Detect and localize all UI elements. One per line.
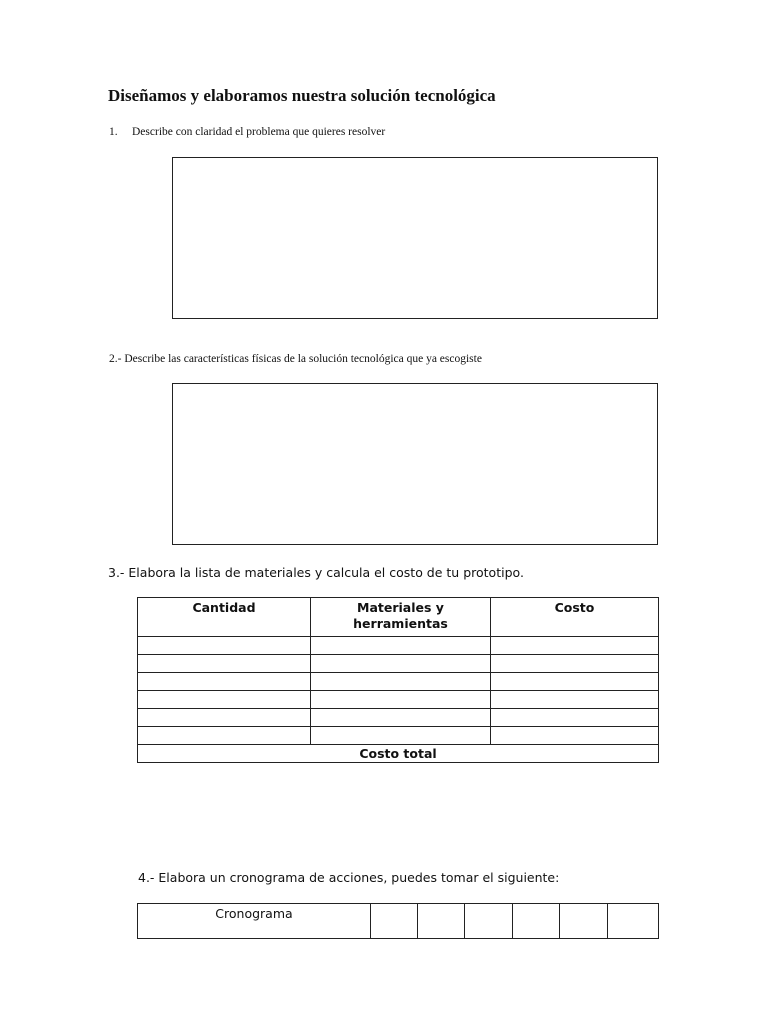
header-materiales: Materiales y herramientas [311,598,491,637]
question-3-text: 3.- Elabora la lista de materiales y calcula el costo de tu prototipo. [108,565,524,580]
question-1-text: Describe con claridad el problema que quieres resolver [132,126,386,138]
costo-cell[interactable] [491,655,659,673]
materiales-cell[interactable] [311,727,491,745]
table-row [138,727,659,745]
costo-cell[interactable] [491,709,659,727]
question-1-number: 1. [109,126,118,138]
cantidad-cell[interactable] [138,655,311,673]
page-title: Diseñamos y elaboramos nuestra solución tecnológica [108,86,496,105]
schedule-cell[interactable] [560,904,608,939]
table-row [138,691,659,709]
materials-table-header [138,598,659,637]
costo-cell[interactable] [491,727,659,745]
schedule-cell[interactable] [513,904,560,939]
materiales-cell[interactable] [311,709,491,727]
costo-cell[interactable] [491,691,659,709]
table-row [138,709,659,727]
cantidad-cell[interactable] [138,691,311,709]
schedule-label: Cronograma [138,904,371,939]
question-2-text: 2.- Describe las características físicas de la solución tecnológica que ya escogiste [109,353,482,365]
cantidad-cell[interactable] [138,673,311,691]
materiales-cell[interactable] [311,637,491,655]
header-cantidad: Cantidad [138,598,311,637]
cantidad-cell[interactable] [138,709,311,727]
question-4-text: 4.- Elabora un cronograma de acciones, puedes tomar el siguiente: [138,870,560,885]
total-row [138,745,659,763]
table-row [138,637,659,655]
table-row [138,655,659,673]
schedule-cell[interactable] [608,904,659,939]
schedule-table [137,903,659,939]
schedule-cell[interactable] [418,904,465,939]
table-row [138,673,659,691]
materials-table [137,597,659,763]
costo-cell[interactable] [491,673,659,691]
cantidad-cell[interactable] [138,727,311,745]
schedule-cell[interactable] [371,904,418,939]
table-row [138,904,659,939]
materiales-cell[interactable] [311,673,491,691]
total-label: Costo total [138,745,659,763]
schedule-cell[interactable] [465,904,513,939]
answer-box-2[interactable] [172,383,658,545]
materiales-cell[interactable] [311,691,491,709]
materiales-cell[interactable] [311,655,491,673]
costo-cell[interactable] [491,637,659,655]
answer-box-1[interactable] [172,157,658,319]
header-costo: Costo [491,598,659,637]
cantidad-cell[interactable] [138,637,311,655]
